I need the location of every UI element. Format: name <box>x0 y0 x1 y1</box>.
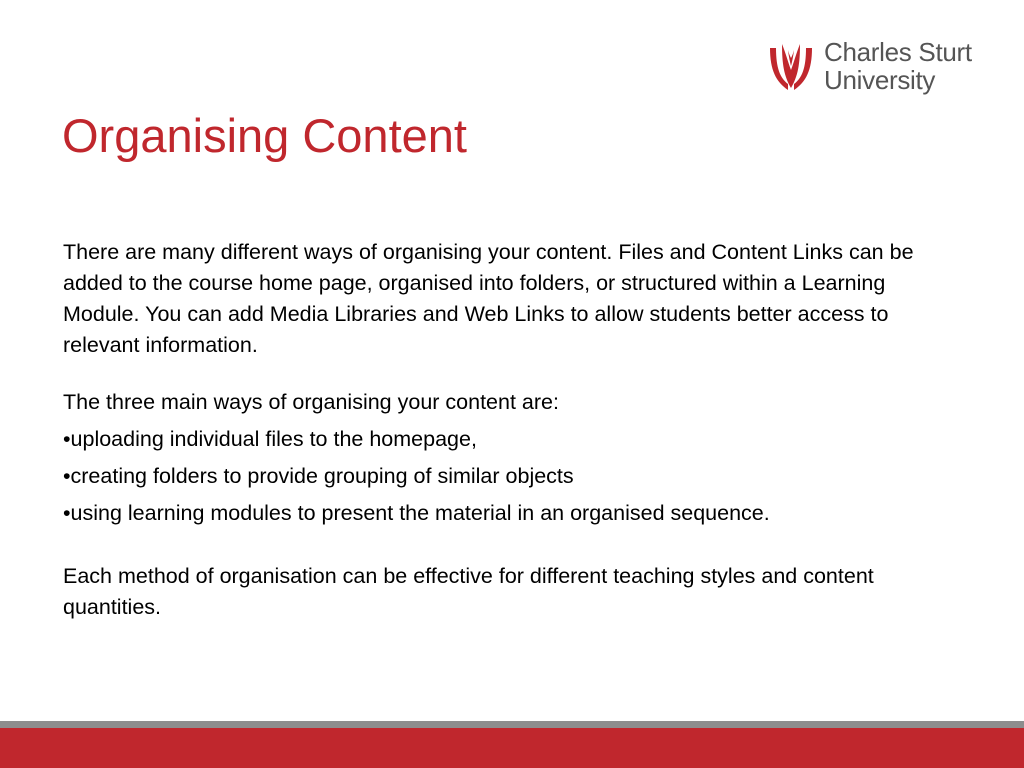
closing-paragraph: Each method of organisation can be effective for different teaching styles and content quantities. <box>63 564 874 619</box>
bullet-list <box>63 418 963 529</box>
slide-title: Organising Content <box>62 109 467 162</box>
footer-red-band <box>0 728 1024 768</box>
slide-body <box>63 237 963 623</box>
university-logo <box>766 36 996 98</box>
list-heading: The three main ways of organising your content are: <box>63 390 559 414</box>
intro-paragraph: There are many different ways of organising your content. Files and Content Links can be added to the course home page, organised into folders, or structured within a Learning Module. You can add Media Libraries and Web Links to allow students better access to relevant information. <box>63 240 914 357</box>
list-item: •uploading individual files to the homepage, <box>63 427 477 451</box>
logo-wordmark <box>824 38 972 94</box>
list-item: •using learning modules to present the material in an organised sequence. <box>63 501 770 525</box>
tulip-flame-icon <box>766 40 816 92</box>
logo-line-2: University <box>824 65 936 95</box>
list-item: •creating folders to provide grouping of similar objects <box>63 464 574 488</box>
logo-line-1: Charles Sturt <box>824 37 972 67</box>
footer-gray-stripe <box>0 721 1024 728</box>
